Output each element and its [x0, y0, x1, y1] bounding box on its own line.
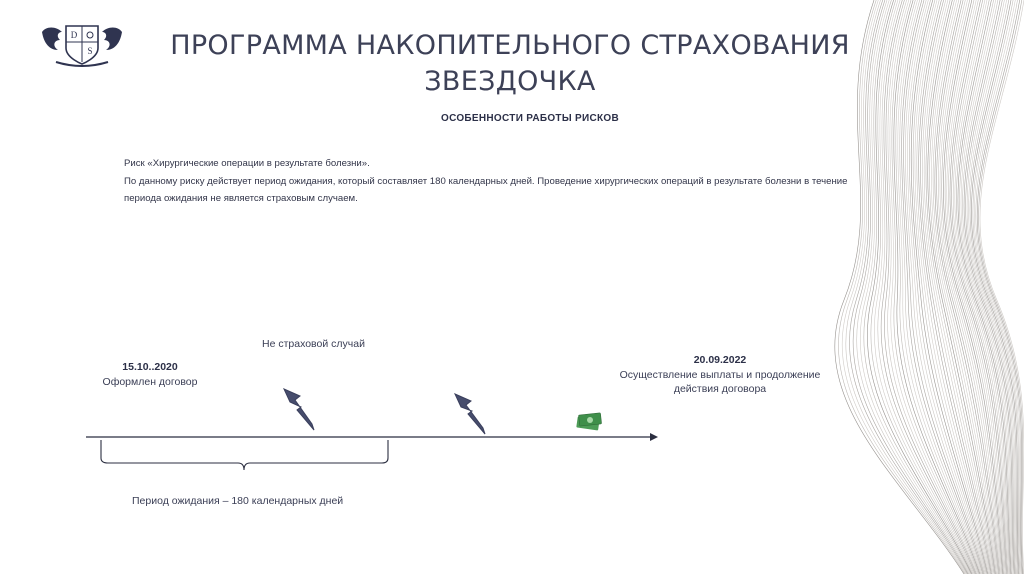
money-icon [576, 413, 601, 431]
wave-line [874, 0, 973, 574]
start-text: Оформлен договор [102, 376, 198, 388]
decorative-wave-lines [814, 0, 1024, 574]
wave-line [846, 0, 967, 574]
end-date: 20.09.2022 [693, 354, 747, 366]
wave-line [842, 0, 966, 574]
timeline-arrowhead [650, 433, 658, 441]
section-subtitle: ОСОБЕННОСТИ РАБОТЫ РИСКОВ [441, 113, 619, 124]
description-line-2: По данному риску действует период ожидания, который составляет 180 календарных дней. Проведение хирургических операций в результате болезни в течение [124, 175, 848, 187]
description-line-3: периода ожидания не является страховым случаем. [124, 193, 358, 204]
logo-letter-s: S [87, 46, 93, 56]
end-text-line-2: действия договора [673, 383, 767, 395]
lightning-icon [455, 394, 485, 434]
not-insured-label: Не страховой случай [262, 338, 365, 350]
start-date: 15.10..2020 [122, 361, 178, 373]
logo-letter-d: D [70, 30, 78, 40]
waiting-period-brace [101, 440, 388, 470]
end-text-line-1: Осуществление выплаты и продолжение [619, 369, 821, 381]
lightning-icon [284, 389, 314, 430]
wave-line [838, 0, 964, 574]
waiting-period-label: Период ожидания – 180 календарных дней [132, 495, 344, 507]
wave-line [924, 0, 993, 574]
description-line-1: Риск «Хирургические операции в результате болезни». [124, 158, 370, 169]
title-line-1: ПРОГРАММА НАКОПИТЕЛЬНОГО СТРАХОВАНИЯ [170, 30, 850, 61]
title-line-2: ЗВЕЗДОЧКА [424, 66, 596, 97]
